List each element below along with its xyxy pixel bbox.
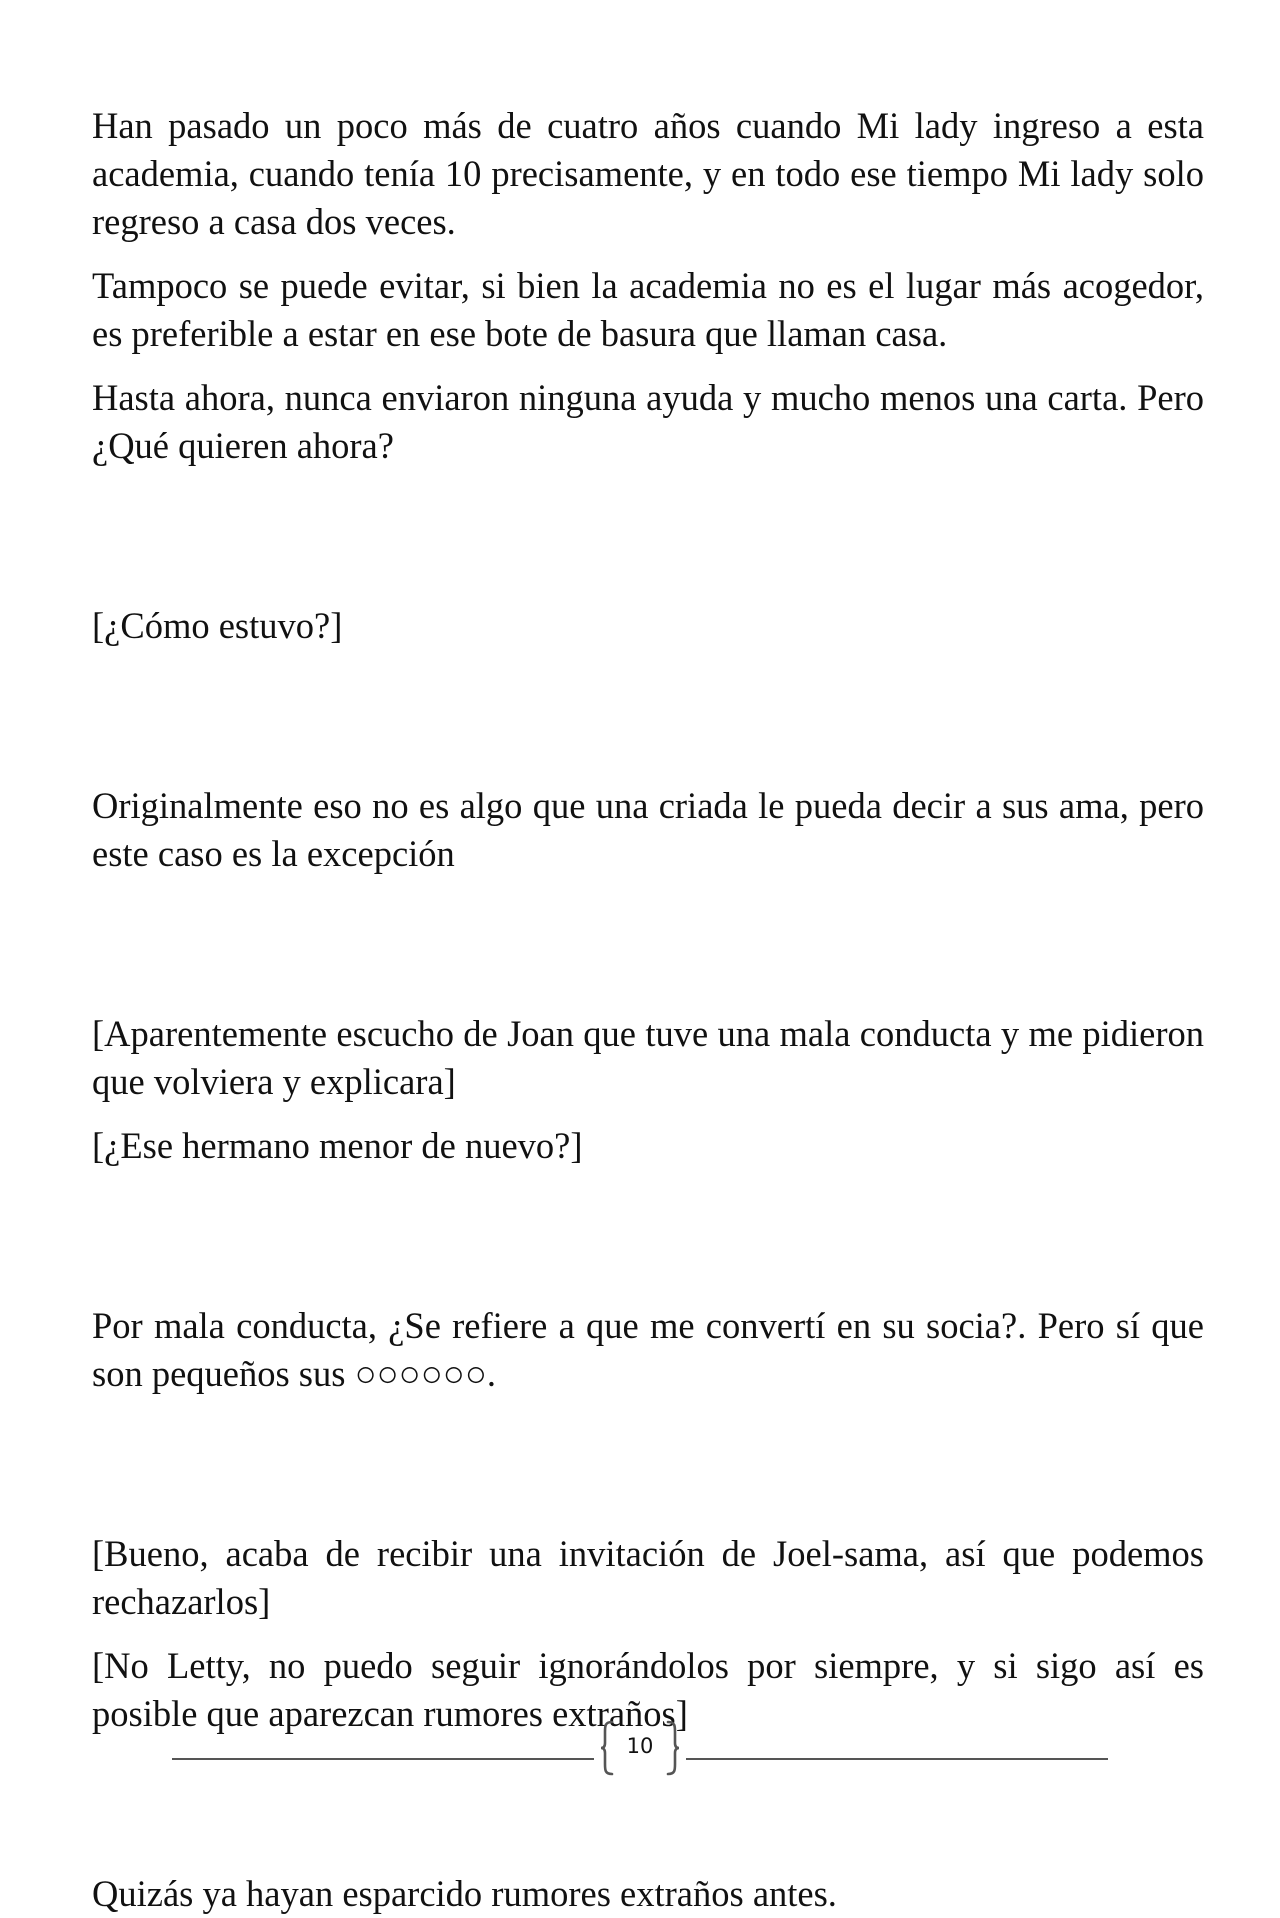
paragraph-6: Quizás ya hayan esparcido rumores extraños antes. [92, 1873, 837, 1914]
dialogue-3: [¿Ese hermano menor de nuevo?] [92, 1125, 583, 1166]
paragraph-3: Hasta ahora, nunca enviaron ninguna ayuda y mucho menos una carta. Pero ¿Qué quieren ahora? [92, 377, 1204, 466]
footer-rule-right [686, 1758, 1108, 1760]
paragraph-1: Han pasado un poco más de cuatro años cuando Mi lady ingreso a esta academia, cuando tenía 10 precisamente, y en todo ese tiempo Mi lady solo regreso a casa dos veces. [92, 105, 1204, 242]
dialogue-2: [Aparentemente escucho de Joan que tuve una mala conducta y me pidieron que volviera y explicara] [92, 1013, 1204, 1102]
paragraph-5: Por mala conducta, ¿Se refiere a que me convertí en su socia?. Pero sí que son pequeños sus ○○○○○○. [92, 1305, 1204, 1394]
page-footer [172, 1720, 1108, 1780]
dialogue-4: [Bueno, acaba de recibir una invitación de Joel-sama, así que podemos rechazarlos] [92, 1533, 1204, 1622]
page-body [92, 102, 1204, 1918]
dialogue-1: [¿Cómo estuvo?] [92, 605, 343, 646]
dialogue-5: [No Letty, no puedo seguir ignorándolos por siempre, y si sigo así es posible que aparezcan rumores extraños] [92, 1645, 1204, 1734]
right-brace-icon [666, 1720, 680, 1776]
page-number: 10 [626, 1734, 654, 1758]
footer-rule-left [172, 1758, 594, 1760]
left-brace-icon [600, 1720, 614, 1776]
paragraph-2: Tampoco se puede evitar, si bien la academia no es el lugar más acogedor, es preferible a estar en ese bote de basura que llaman casa. [92, 265, 1204, 354]
paragraph-4: Originalmente eso no es algo que una criada le pueda decir a sus ama, pero este caso es la excepción [92, 785, 1204, 874]
